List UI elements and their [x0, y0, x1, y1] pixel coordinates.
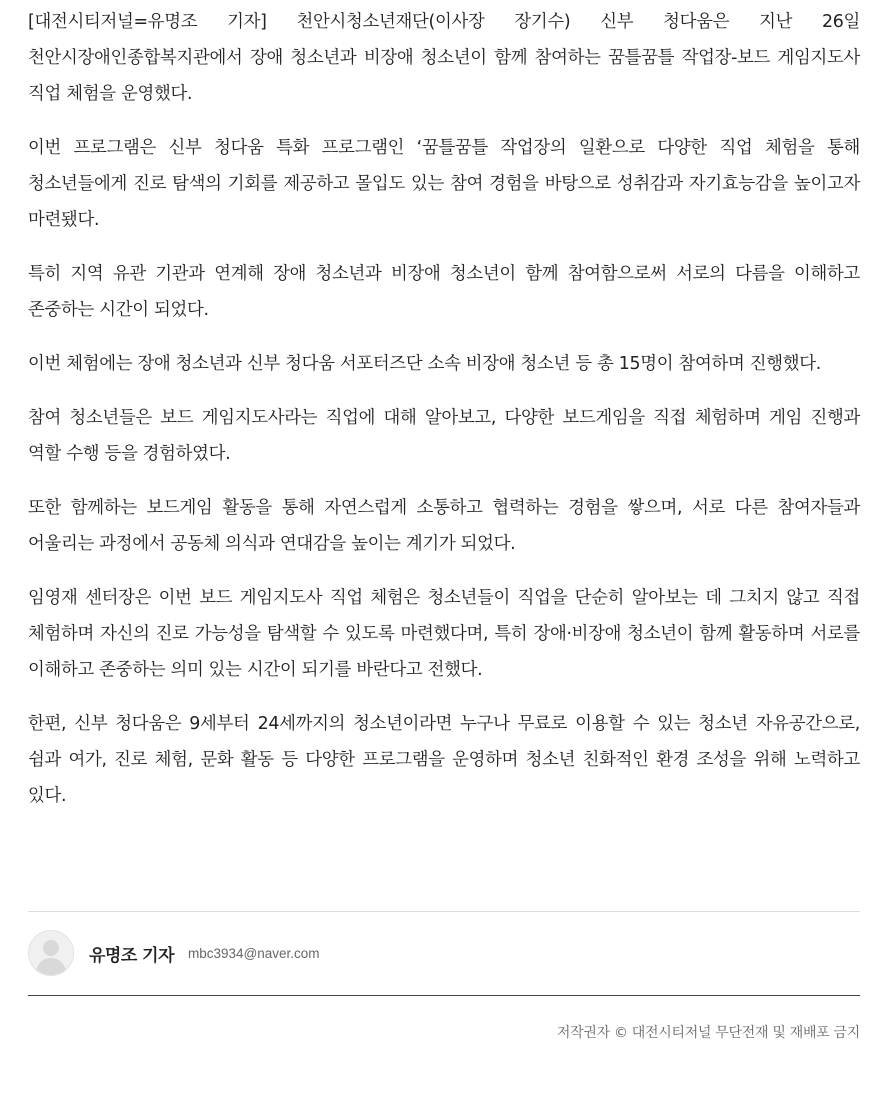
- article: [28, 0, 860, 832]
- copyright-divider: [28, 995, 860, 996]
- byline-divider: [28, 911, 860, 912]
- article-paragraph: 이번 프로그램은 신부 청다움 특화 프로그램인 ‘꿈틀꿈틀 작업장의 일환으로 다양한 직업 체험을 통해 청소년들에게 진로 탐색의 기회를 제공하고 몰입도 있는 참여 경험을 바탕으로 성취감과 자기효능감을 높이고자 마련됐다.: [28, 138, 860, 230]
- article-paragraph: 참여 청소년들은 보드 게임지도사라는 직업에 대해 알아보고, 다양한 보드게임을 직접 체험하며 게임 진행과 역할 수행 등을 경험하였다.: [28, 408, 860, 464]
- article-body: [28, 4, 860, 814]
- article-paragraph: 한편, 신부 청다움은 9세부터 24세까지의 청소년이라면 누구나 무료로 이용할 수 있는 청소년 자유공간으로, 쉼과 여가, 진로 체험, 문화 활동 등 다양한 프로그램을 운영하며 청소년 친화적인 환경 조성을 위해 노력하고 있다.: [28, 714, 860, 806]
- article-paragraph: 이번 체험에는 장애 청소년과 신부 청다움 서포터즈단 소속 비장애 청소년 등 총 15명이 참여하며 진행했다.: [28, 354, 821, 374]
- article-paragraph: 임영재 센터장은 이번 보드 게임지도사 직업 체험은 청소년들이 직업을 단순히 알아보는 데 그치지 않고 직접 체험하며 자신의 진로 가능성을 탐색할 수 있도록 마련했다며, 특히 장애·비장애 청소년이 함께 활동하며 서로를 이해하고 존중하는 의미 있는 시간이 되기를 바란다고 전했다.: [28, 588, 860, 680]
- article-paragraph: [대전시티저널=유명조 기자] 천안시청소년재단(이사장 장기수) 신부 청다움은 지난 26일 천안시장애인종합복지관에서 장애 청소년과 비장애 청소년이 함께 참여하는 꿈틀꿈틀 작업장-보드 게임지도사 직업 체험을 운영했다.: [28, 12, 860, 104]
- reporter-byline: [28, 929, 860, 977]
- reporter-email[interactable]: mbc3934@naver.com: [188, 945, 320, 961]
- article-paragraph: 또한 함께하는 보드게임 활동을 통해 자연스럽게 소통하고 협력하는 경험을 쌓으며, 서로 다른 참여자들과 어울리는 과정에서 공동체 의식과 연대감을 높이는 계기가 되었다.: [28, 498, 860, 554]
- copyright-notice: 저작권자 © 대전시티저널 무단전재 및 재배포 금지: [556, 1025, 860, 1041]
- reporter-avatar[interactable]: [28, 930, 74, 976]
- reporter-name[interactable]: 유명조 기자: [89, 945, 175, 966]
- user-silhouette-icon: [29, 931, 73, 975]
- article-paragraph: 특히 지역 유관 기관과 연계해 장애 청소년과 비장애 청소년이 함께 참여함으로써 서로의 다름을 이해하고 존중하는 시간이 되었다.: [28, 264, 860, 320]
